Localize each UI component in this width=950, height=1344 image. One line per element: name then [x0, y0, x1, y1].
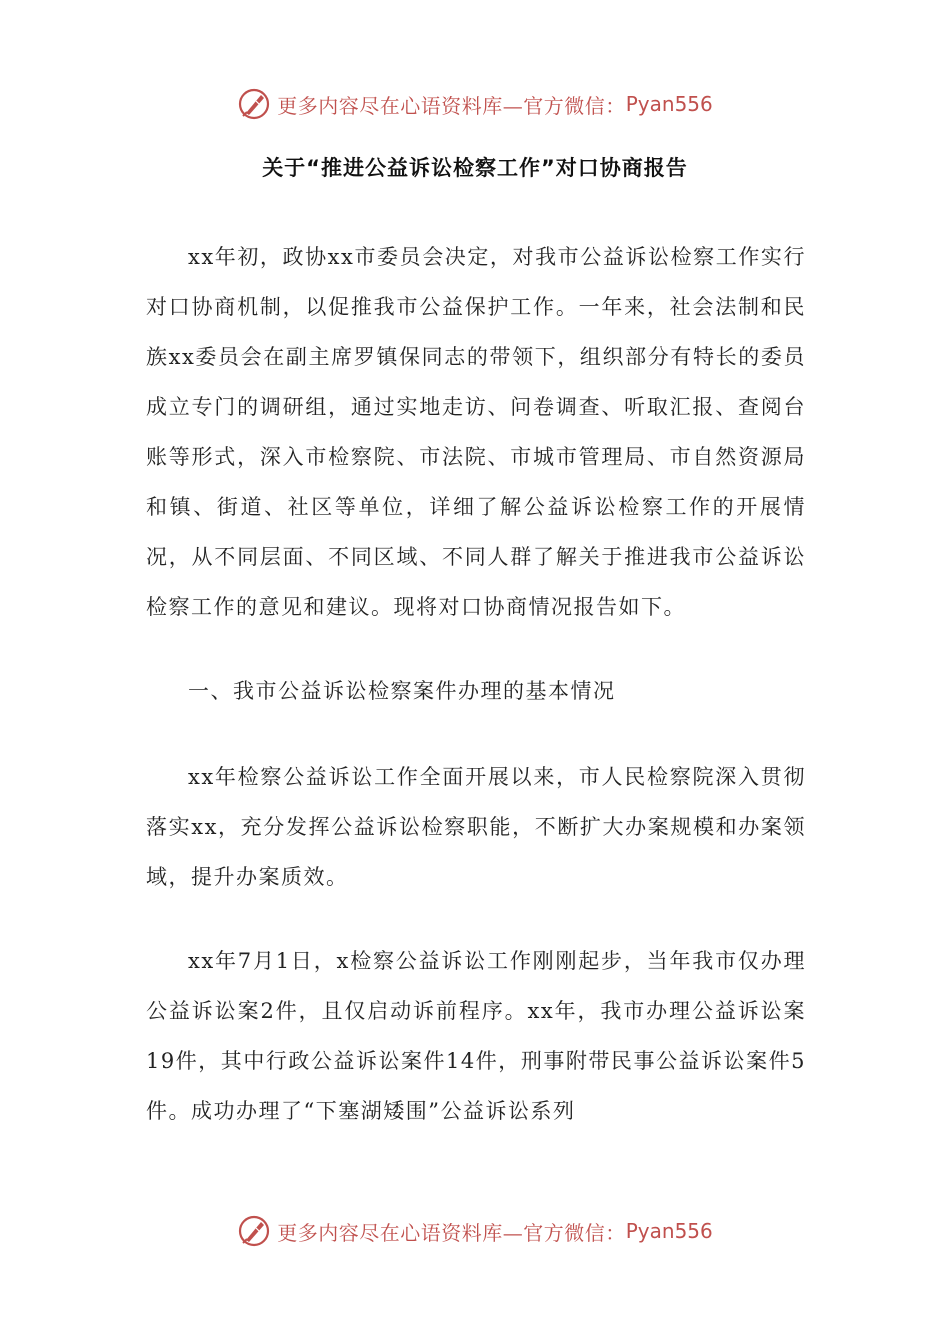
watermark-wechat-id: Pyan556	[625, 92, 713, 116]
paragraph-cases: xx年7月1日，x检察公益诉讼工作刚刚起步，当年我市仅办理公益诉讼案2件，且仅启动诉前程序。xx年，我市办理公益诉讼案19件，其中行政公益诉讼案件14件，刑事附带民事公益诉讼案件5件。成功办理了“下塞湖矮围”公益诉讼系列	[146, 949, 806, 1123]
watermark-text: 更多内容尽在心语资料库—官方微信：	[277, 1220, 626, 1245]
watermark-wechat-id: Pyan556	[625, 1219, 713, 1243]
watermark-text: 更多内容尽在心语资料库—官方微信：	[277, 93, 626, 118]
document-title: 关于“推进公益诉讼检察工作”对口协商报告	[262, 156, 688, 180]
footer-watermark	[0, 1211, 950, 1251]
header-watermark	[0, 84, 950, 124]
quill-pen-logo-icon	[237, 1214, 271, 1248]
paragraph-overview: xx年检察公益诉讼工作全面开展以来，市人民检察院深入贯彻落实xx，充分发挥公益诉讼检察职能，不断扩大办案规模和办案领域，提升办案质效。	[146, 765, 806, 889]
paragraph-intro: xx年初，政协xx市委员会决定，对我市公益诉讼检察工作实行对口协商机制，以促推我市公益保护工作。一年来，社会法制和民族xx委员会在副主席罗镇保同志的带领下，组织部分有特长的委员成立专门的调研组，通过实地走访、问卷调查、听取汇报、查阅台账等形式，深入市检察院、市法院、市城市管理局、市自然资源局和镇、街道、社区等单位，详细了解公益诉讼检察工作的开展情况，从不同层面、不同区域、不同人群了解关于推进我市公益诉讼检察工作的意见和建议。现将对口协商情况报告如下。	[146, 245, 806, 619]
section-heading: 一、我市公益诉讼检察案件办理的基本情况	[188, 679, 616, 703]
quill-pen-logo-icon	[237, 87, 271, 121]
document-body	[146, 232, 806, 1123]
